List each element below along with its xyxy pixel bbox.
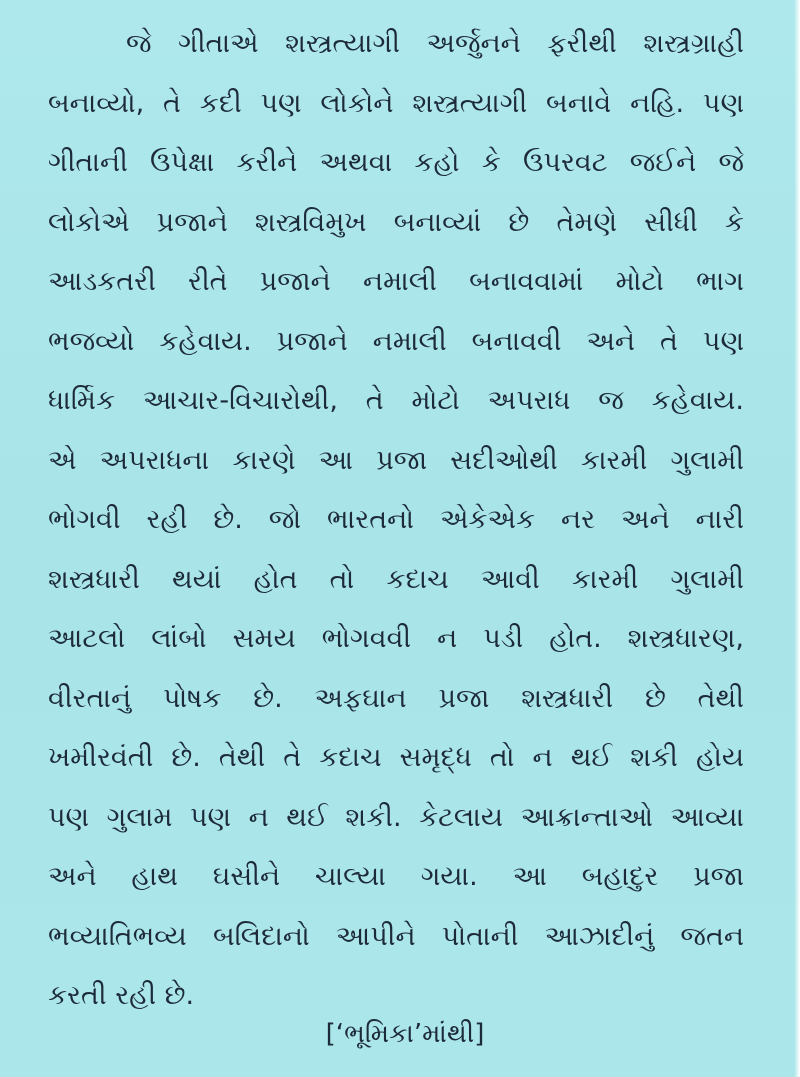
passage-line: આડકતરી રીતે પ્રજાને નમાલી બનાવવામાં મોટો ભાગ: [48, 266, 744, 297]
passage-line: અને હાથ ઘસીને ચાલ્યા ગયા. આ બહાદુર પ્રજા: [48, 861, 744, 892]
passage-line: બનાવ્યો, તે કદી પણ લોકોને શસ્ત્રત્યાગી બનાવે નહિ. પણ: [48, 87, 744, 119]
passage-line: એ અપરાધના કારણે આ પ્રજા સદીઓથી કારમી ગુલામી: [48, 444, 744, 476]
passage-line: ગીતાની ઉપેક્ષા કરીને અથવા કહો કે ઉપરવટ જઈને જે: [48, 147, 744, 178]
passage-line: શસ્ત્રધારી થયાં હોત તો કદાચ આવી કારમી ગુલામી: [48, 563, 744, 595]
passage-line: કરતી રહી છે.: [48, 980, 195, 1011]
passage-line: વીરતાનું પોષક છે. અફઘાન પ્રજા શસ્ત્રધારી છે તેથી: [48, 682, 744, 714]
passage-line: ધાર્મિક આચાર-વિચારોથી, તે મોટો અપરાધ જ કહેવાય.: [48, 385, 744, 416]
passage-line: ખમીરવંતી છે. તેથી તે કદાચ સમૃદ્ધ તો ન થઈ શકી હોય: [48, 742, 744, 773]
passage-line: લોકોએ પ્રજાને શસ્ત્રવિમુખ બનાવ્યાં છે તેમણે સીધી કે: [48, 206, 744, 238]
passage-line: પણ ગુલામ પણ ન થઈ શકી. કેટલાય આક્રાન્તાઓ આવ્યા: [48, 801, 744, 833]
source-citation: [‘ભૂમિકા’માંથી]: [325, 1019, 485, 1049]
passage-line: ભવ્યાતિભવ્ય બલિદાનો આપીને પોતાની આઝાદીનું જતન: [48, 920, 744, 952]
passage: [48, 14, 744, 1026]
scan-edge: [794, 0, 800, 1077]
passage-line: આટલો લાંબો સમય ભોગવવી ન પડી હોત. શસ્ત્રધારણ,: [48, 623, 744, 654]
passage-line: ભજવ્યો કહેવાય. પ્રજાને નમાલી બનાવવી અને તે પણ: [48, 325, 744, 357]
passage-line: ભોગવી રહી છે. જો ભારતનો એકેએક નર અને નારી: [48, 504, 744, 535]
passage-line: જે ગીતાએ શસ્ત્રત્યાગી અર્જુનને ફરીથી શસ્ત્રગ્રાહી: [126, 28, 744, 59]
